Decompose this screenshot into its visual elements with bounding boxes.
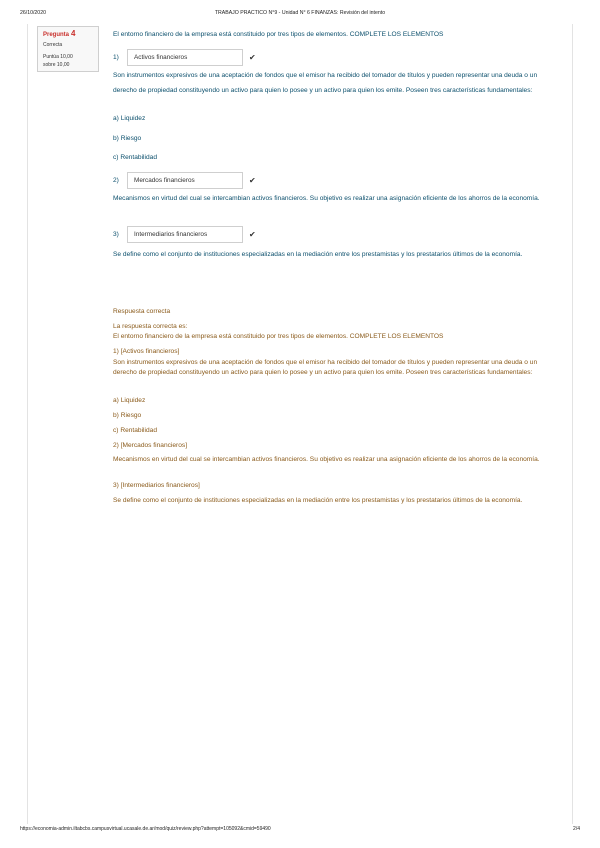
answer-select-2[interactable]: Mercados financieros [127, 172, 243, 189]
question-status: Correcta [43, 42, 63, 48]
characteristic-liquidez: a) Liquidez [113, 115, 146, 122]
check-icon: ✔ [249, 176, 256, 185]
answer-description-1: Son instrumentos expresivos de una aceptación de fondos que el emisor ha recibido del tomador de títulos y pueden representar una deuda o un derecho de propiedad constituyendo un activo para quien lo posee y un activo para quien los emite. Poseen tres características fundamentales: [113, 72, 538, 94]
answer-row-3 [113, 226, 256, 243]
print-page-number: 2/4 [573, 826, 580, 832]
characteristic-riesgo: b) Riesgo [113, 135, 142, 142]
feedback-correct-label: La respuesta correcta es: [113, 322, 188, 330]
check-icon: ✔ [249, 53, 256, 62]
answer-number-1: 1) [113, 54, 119, 61]
question-intro: El entorno financiero de la empresa está constituido por tres tipos de elementos. COMPLETE LOS ELEMENTOS [113, 31, 444, 38]
feedback-description-2: Mecanismos en virtud del cual se intercambian activos financieros. Su objetivo es realizar una asignación eficiente de los ahorros de la economía. [113, 455, 540, 463]
feedback-description-1: Son instrumentos expresivos de una aceptación de fondos que el emisor ha recibido del tomador de títulos y pueden representar una deuda o un derecho de propiedad constituyendo un activo para quien lo posee y un activo para quien los emite. Poseen tres características fundamentales: [113, 358, 538, 376]
feedback-item-1: 1) [Activos financieros] [113, 347, 180, 355]
question-label: Pregunta 4 [43, 29, 76, 38]
question-info-box [37, 26, 99, 72]
feedback-characteristic-liquidez: a) Liquidez [113, 396, 146, 404]
print-title: TRABAJO PRACTICO N°9 - Unidad N° 6 FINANZAS: Revisión del intento [214, 10, 386, 16]
feedback-description-3: Se define como el conjunto de instituciones especializadas en la mediación entre los prestamistas y los prestatarios últimos de la economía. [113, 496, 523, 504]
feedback-characteristic-riesgo: b) Riesgo [113, 411, 142, 419]
question-number: 4 [71, 29, 76, 38]
print-url: https://economia-admin.iltabcbs.campusvirtual.ucasale.de.ar/mod/quiz/review.php?attempt=105092&cmid=59490 [20, 826, 271, 832]
answer-number-2: 2) [113, 177, 119, 184]
question-max-score: sobre 10,00 [43, 62, 70, 68]
feedback-heading: Respuesta correcta [113, 307, 171, 315]
characteristic-rentabilidad: c) Rentabilidad [113, 154, 157, 161]
feedback-intro: El entorno financiero de la empresa está constituido por tres tipos de elementos. COMPLETE LOS ELEMENTOS [113, 332, 444, 340]
answer-select-3[interactable]: Intermediarios financieros [127, 226, 243, 243]
answer-row-2 [113, 172, 256, 189]
print-date: 26/10/2020 [20, 10, 46, 16]
answer-row-1 [113, 49, 256, 66]
feedback-item-2: 2) [Mercados financieros] [113, 441, 188, 449]
feedback-characteristic-rentabilidad: c) Rentabilidad [113, 426, 157, 434]
answer-select-1[interactable]: Activos financieros [127, 49, 243, 66]
content-frame [27, 24, 573, 824]
question-score: Puntúa 10,00 [43, 54, 73, 60]
feedback-item-3: 3) [Intermediarios financieros] [113, 481, 200, 489]
check-icon: ✔ [249, 230, 256, 239]
answer-number-3: 3) [113, 231, 119, 238]
answer-description-2: Mecanismos en virtud del cual se intercambian activos financieros. Su objetivo es realizar una asignación eficiente de los ahorros de la economía. [113, 195, 540, 202]
answer-description-3: Se define como el conjunto de instituciones especializadas en la mediación entre los prestamistas y los prestatarios últimos de la economía. [113, 251, 523, 258]
